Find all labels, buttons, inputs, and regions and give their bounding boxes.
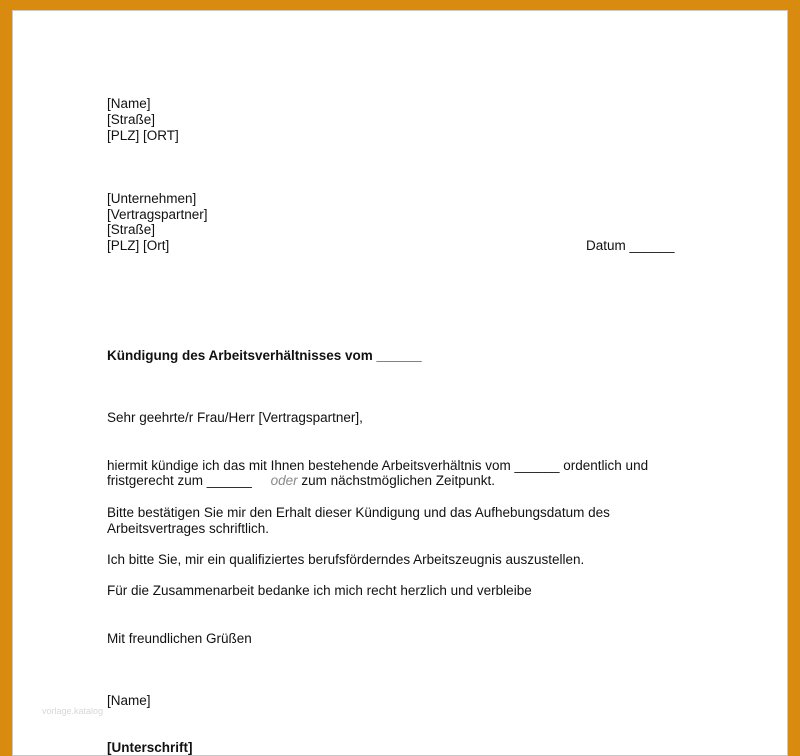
body-paragraph-1-line-1: hiermit kündige ich das mit Ihnen bestehende Arbeitsverhältnis vom ______ ordentlich und (107, 458, 649, 473)
recipient-street: [Straße] (107, 222, 156, 237)
sender-name: [Name] (107, 96, 151, 111)
signature-label: [Unterschrift] (107, 740, 193, 755)
body-paragraph-4: Für die Zusammenarbeit bedanke ich mich recht herzlich und verbleibe (107, 583, 532, 598)
body-paragraph-1-line-2 (107, 473, 495, 489)
watermark-text: vorlage.katalog (42, 706, 104, 716)
body-paragraph-2-line-2: Arbeitsvertrages schriftlich. (107, 521, 270, 536)
sender-street: [Straße] (107, 112, 156, 127)
p1-line2-oder: oder (270, 473, 298, 488)
subject-line: Kündigung des Arbeitsverhältnisses vom ______ (107, 348, 422, 363)
recipient-partner: [Vertragspartner] (107, 207, 208, 222)
document-page (12, 10, 788, 756)
closing-phrase: Mit freundlichen Grüßen (107, 631, 252, 646)
sender-city: [PLZ] [ORT] (107, 128, 179, 143)
p1-line2-post: zum nächstmöglichen Zeitpunkt. (301, 473, 496, 488)
salutation: Sehr geehrte/r Frau/Herr [Vertragspartner], (107, 410, 363, 425)
signature-name: [Name] (107, 693, 151, 708)
body-paragraph-3: Ich bitte Sie, mir ein qualifiziertes berufsförderndes Arbeitszeugnis auszustellen. (107, 552, 585, 567)
recipient-company: [Unternehmen] (107, 191, 197, 206)
date-field: Datum ______ (586, 238, 675, 253)
recipient-city: [PLZ] [Ort] (107, 238, 170, 253)
body-paragraph-2-line-1: Bitte bestätigen Sie mir den Erhalt dieser Kündigung und das Aufhebungsdatum des (107, 505, 610, 520)
p1-line2-pre: fristgerecht zum ______ (107, 473, 252, 488)
